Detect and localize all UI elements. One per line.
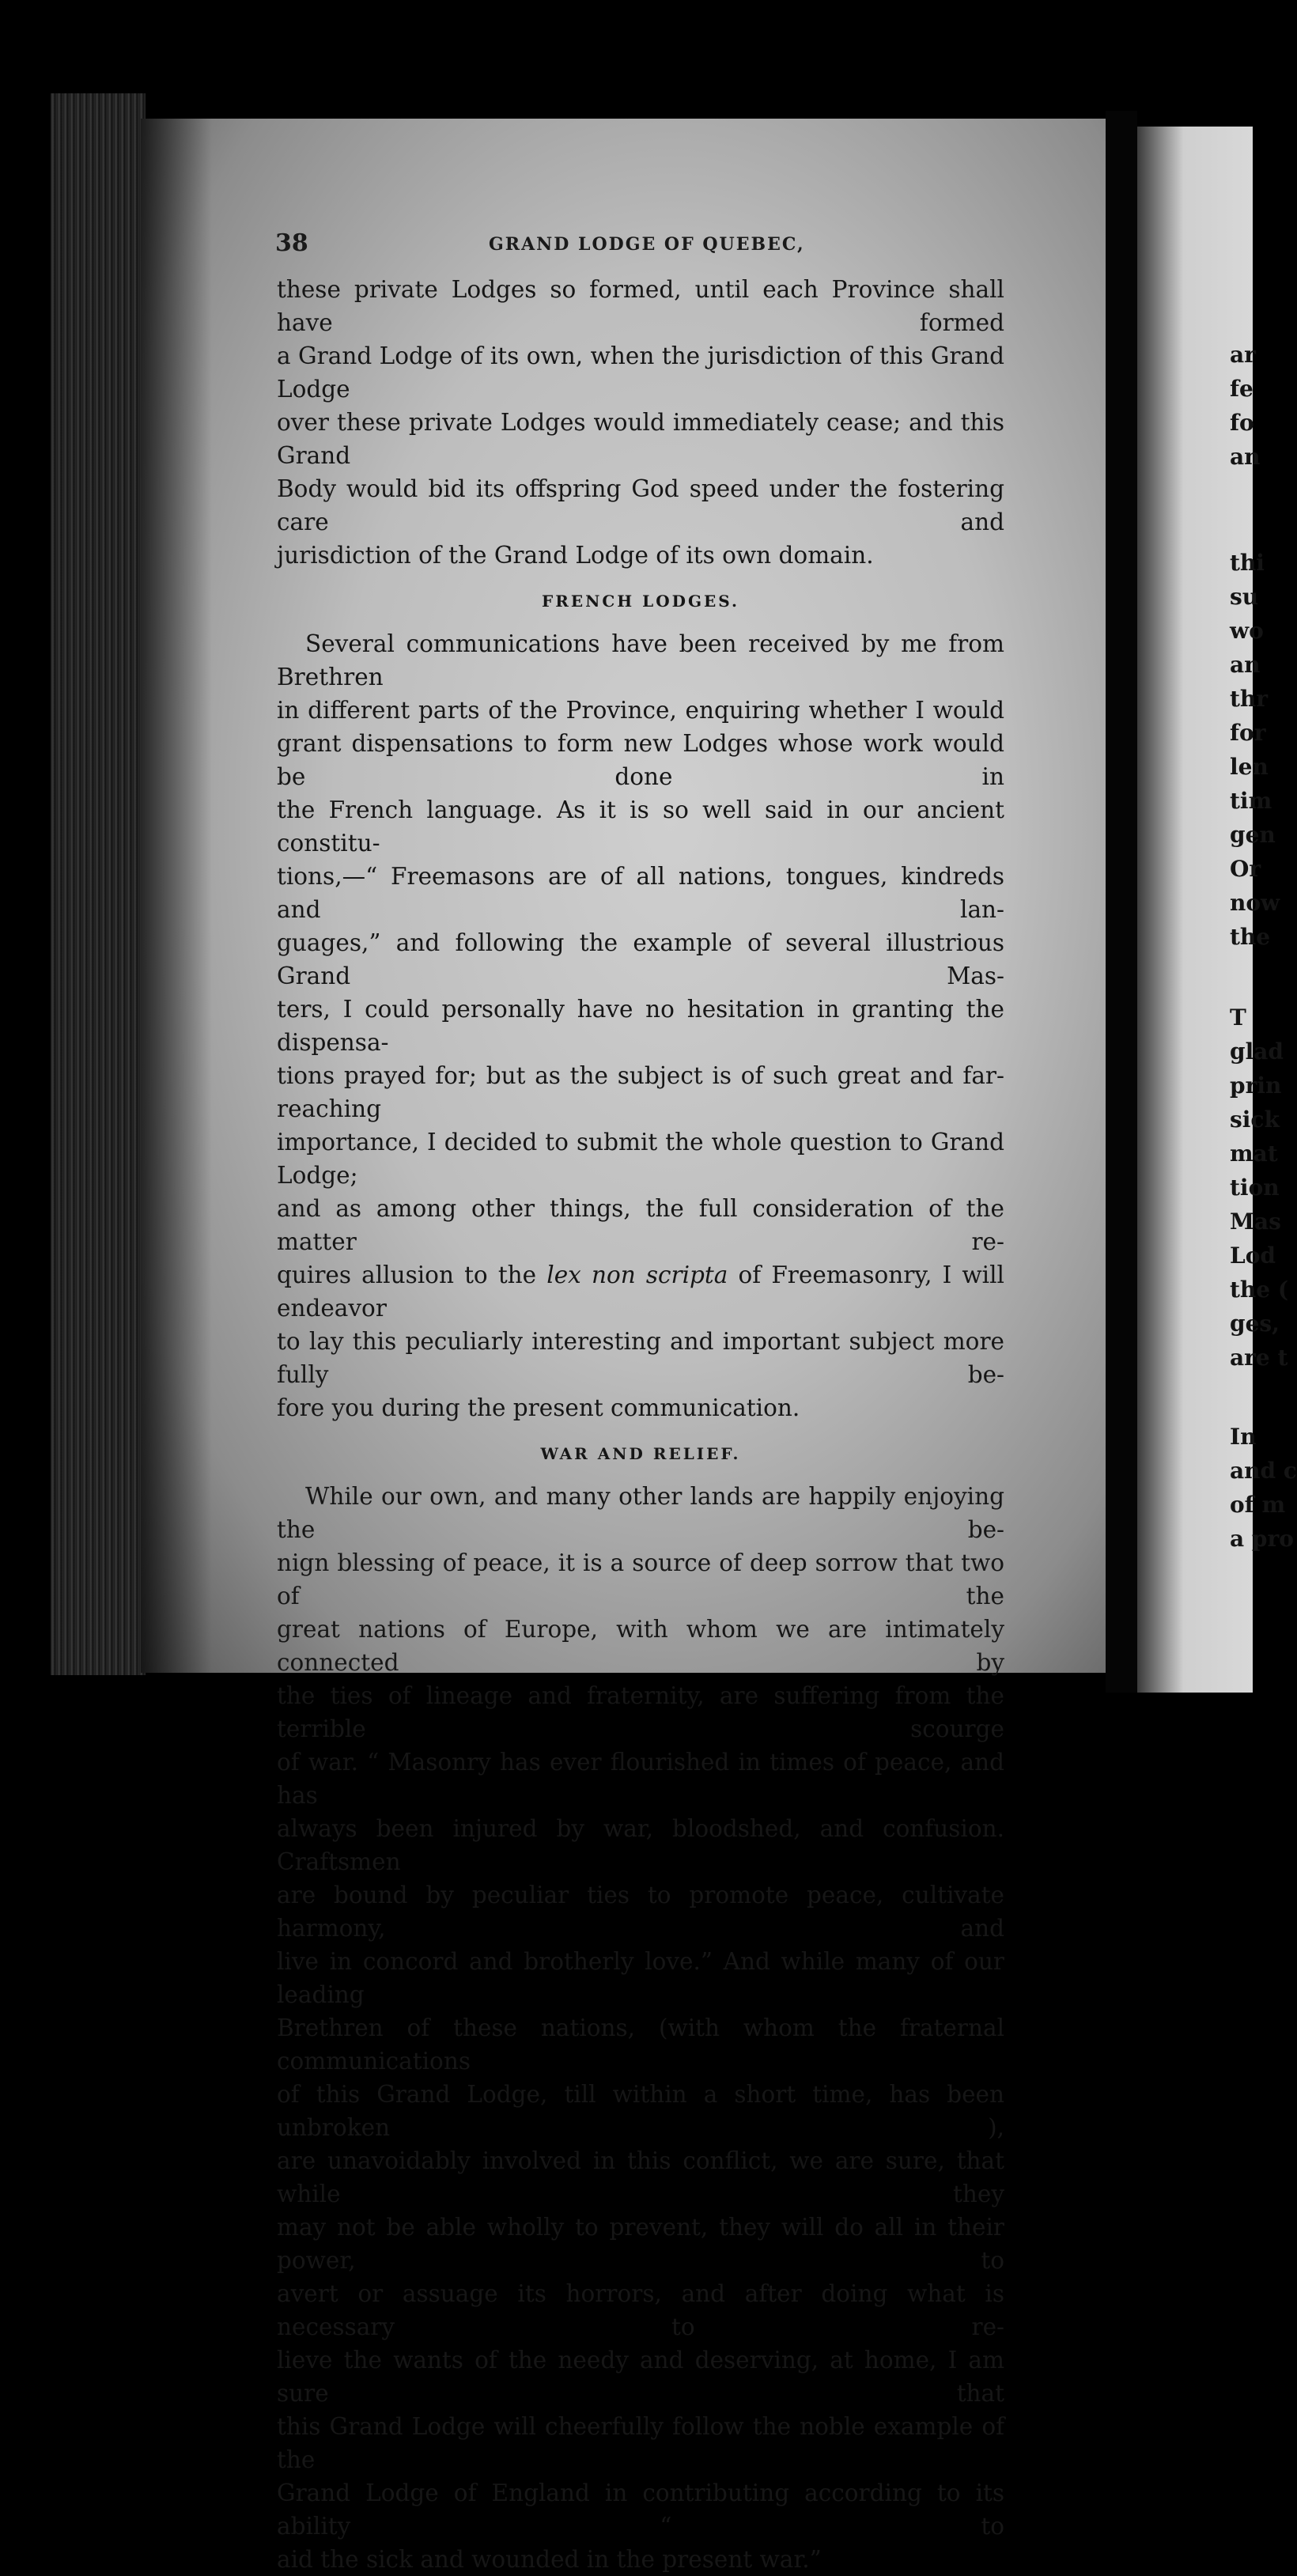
french-lodges-paragraph (277, 627, 1004, 1424)
facing-page-fragment: Or (1230, 856, 1261, 882)
text-line: tions prayed for; but as the subject is of such great and far-reaching (277, 1062, 1004, 1122)
text-line: always been injured by war, bloodshed, and confusion. Craftsmen (277, 1815, 1004, 1875)
page-shadow (141, 119, 212, 1673)
facing-page-fragment: glad (1230, 1038, 1284, 1065)
page-edges (51, 93, 146, 1675)
text-line: Brethren of these nations, (with whom the fraternal communications (277, 2014, 1004, 2075)
text-line: in different parts of the Province, enquiring whether I would (277, 697, 1004, 724)
text-line: avert or assuage its horrors, and after doing what is necessary to re- (277, 2280, 1004, 2340)
text-line: Body would bid its offspring God speed under the fostering care and (277, 475, 1004, 535)
text-line: of this Grand Lodge, till within a short time, has been unbroken ), (277, 2081, 1004, 2141)
text-line: Grand Lodge of England in contributing according to its ability “ to (277, 2480, 1004, 2540)
facing-page-fragment: In (1230, 1424, 1257, 1450)
facing-page-fragment: and c (1230, 1458, 1297, 1484)
facing-page-fragment: the ( (1230, 1277, 1289, 1303)
text-line: guages,” and following the example of several illustrious Grand Mas- (277, 929, 1004, 989)
text-line: over these private Lodges would immediately cease; and this Grand (277, 409, 1004, 469)
facing-page-fragment: tion (1230, 1175, 1280, 1201)
latin-phrase: lex non scripta (546, 1262, 728, 1288)
text-line: to lay this peculiarly interesting and important subject more fully be- (277, 1328, 1004, 1388)
intro-paragraph (277, 273, 1004, 572)
text-line: live in concord and brotherly love.” And while many of our leading (277, 1948, 1004, 2008)
facing-page-fragment: are t (1230, 1345, 1288, 1371)
facing-page-fragment: fe (1230, 376, 1254, 402)
page-body (277, 273, 1004, 2576)
text-line: aid the sick and wounded in the present war.” (277, 2546, 822, 2573)
facing-page-fragment: tim (1230, 788, 1272, 814)
text-line: a Grand Lodge of its own, when the jurisdiction of this Grand Lodge (277, 342, 1004, 403)
facing-page-fragment: gen (1230, 822, 1276, 848)
text-fragment: of Freemasonry, I will endeavor (277, 1262, 1004, 1322)
section-heading-war-and-relief: WAR AND RELIEF. (540, 1444, 741, 1463)
text-line: While our own, and many other lands are happily enjoying the be- (277, 1483, 1004, 1543)
facing-page-fragment: ar (1230, 342, 1256, 368)
text-line: these private Lodges so formed, until each Province shall have formed (277, 276, 1004, 336)
page-header (275, 229, 1003, 261)
facing-page-fragment: ges, (1230, 1311, 1280, 1337)
facing-page-fragment: mat (1230, 1140, 1278, 1167)
text-line: tions,—“ Freemasons are of all nations, tongues, kindreds and lan- (277, 863, 1004, 923)
text-line (277, 1258, 1004, 1325)
running-head: GRAND LODGE OF QUEBEC, (489, 234, 805, 255)
text-line: of war. “ Masonry has ever flourished in times of peace, and has (277, 1749, 1004, 1809)
facing-page-fragment: Lod (1230, 1243, 1276, 1269)
text-line: may not be able wholly to prevent, they will do all in their power, to (277, 2214, 1004, 2274)
text-line: jurisdiction of the Grand Lodge of its own domain. (277, 542, 874, 569)
text-line: this Grand Lodge will cheerfully follow the noble example of the (277, 2413, 1004, 2473)
facing-page-fragment: T (1230, 1004, 1246, 1031)
facing-page-fragment: sick (1230, 1106, 1280, 1133)
facing-page-fragment: a pro (1230, 1526, 1294, 1552)
text-line: are bound by peculiar ties to promote peace, cultivate harmony, and (277, 1882, 1004, 1942)
facing-page-fragment: thr (1230, 686, 1269, 712)
text-line: ters, I could personally have no hesitation in granting the dispensa- (277, 996, 1004, 1056)
facing-page-fragment: of m (1230, 1492, 1286, 1518)
facing-page-fragment: wo (1230, 618, 1264, 644)
text-line: nign blessing of peace, it is a source of deep sorrow that two of the (277, 1549, 1004, 1610)
facing-page-fragment: Mas (1230, 1209, 1281, 1235)
facing-page-fragment: for (1230, 720, 1266, 746)
text-line: Several communications have been received by me from Brethren (277, 630, 1004, 690)
facing-page-fragment: an (1230, 652, 1261, 678)
facing-page-fragment: fo (1230, 410, 1254, 436)
book-gutter (1106, 111, 1137, 1693)
page-number: 38 (275, 229, 308, 257)
text-line: and as among other things, the full consideration of the matter re- (277, 1195, 1004, 1255)
war-and-relief-paragraph (277, 1480, 1004, 2576)
facing-page-fragment: the (1230, 924, 1271, 950)
text-line: lieve the wants of the needy and deserving, at home, I am sure that (277, 2347, 1004, 2407)
text-line: the French language. As it is so well said in our ancient constitu- (277, 796, 1004, 857)
facing-page-fragment: thi (1230, 550, 1265, 576)
text-fragment: quires allusion to the (277, 1262, 547, 1288)
text-line: great nations of Europe, with whom we are intimately connected by (277, 1616, 1004, 1676)
section-heading-french-lodges: FRENCH LODGES. (542, 592, 739, 611)
text-line: fore you during the present communication. (277, 1394, 800, 1421)
facing-page-fragment: an (1230, 444, 1261, 470)
text-line: importance, I decided to submit the whole question to Grand Lodge; (277, 1129, 1004, 1189)
facing-page-fragment: now (1230, 890, 1280, 916)
text-line: grant dispensations to form new Lodges whose work would be done in (277, 730, 1004, 790)
text-line: are unavoidably involved in this conflict, we are sure, that while they (277, 2147, 1004, 2207)
facing-page-fragment: su (1230, 584, 1259, 610)
text-line: the ties of lineage and fraternity, are suffering from the terrible scourge (277, 1682, 1004, 1742)
facing-page-fragment: len (1230, 754, 1269, 780)
facing-page-fragment: prin (1230, 1072, 1282, 1099)
